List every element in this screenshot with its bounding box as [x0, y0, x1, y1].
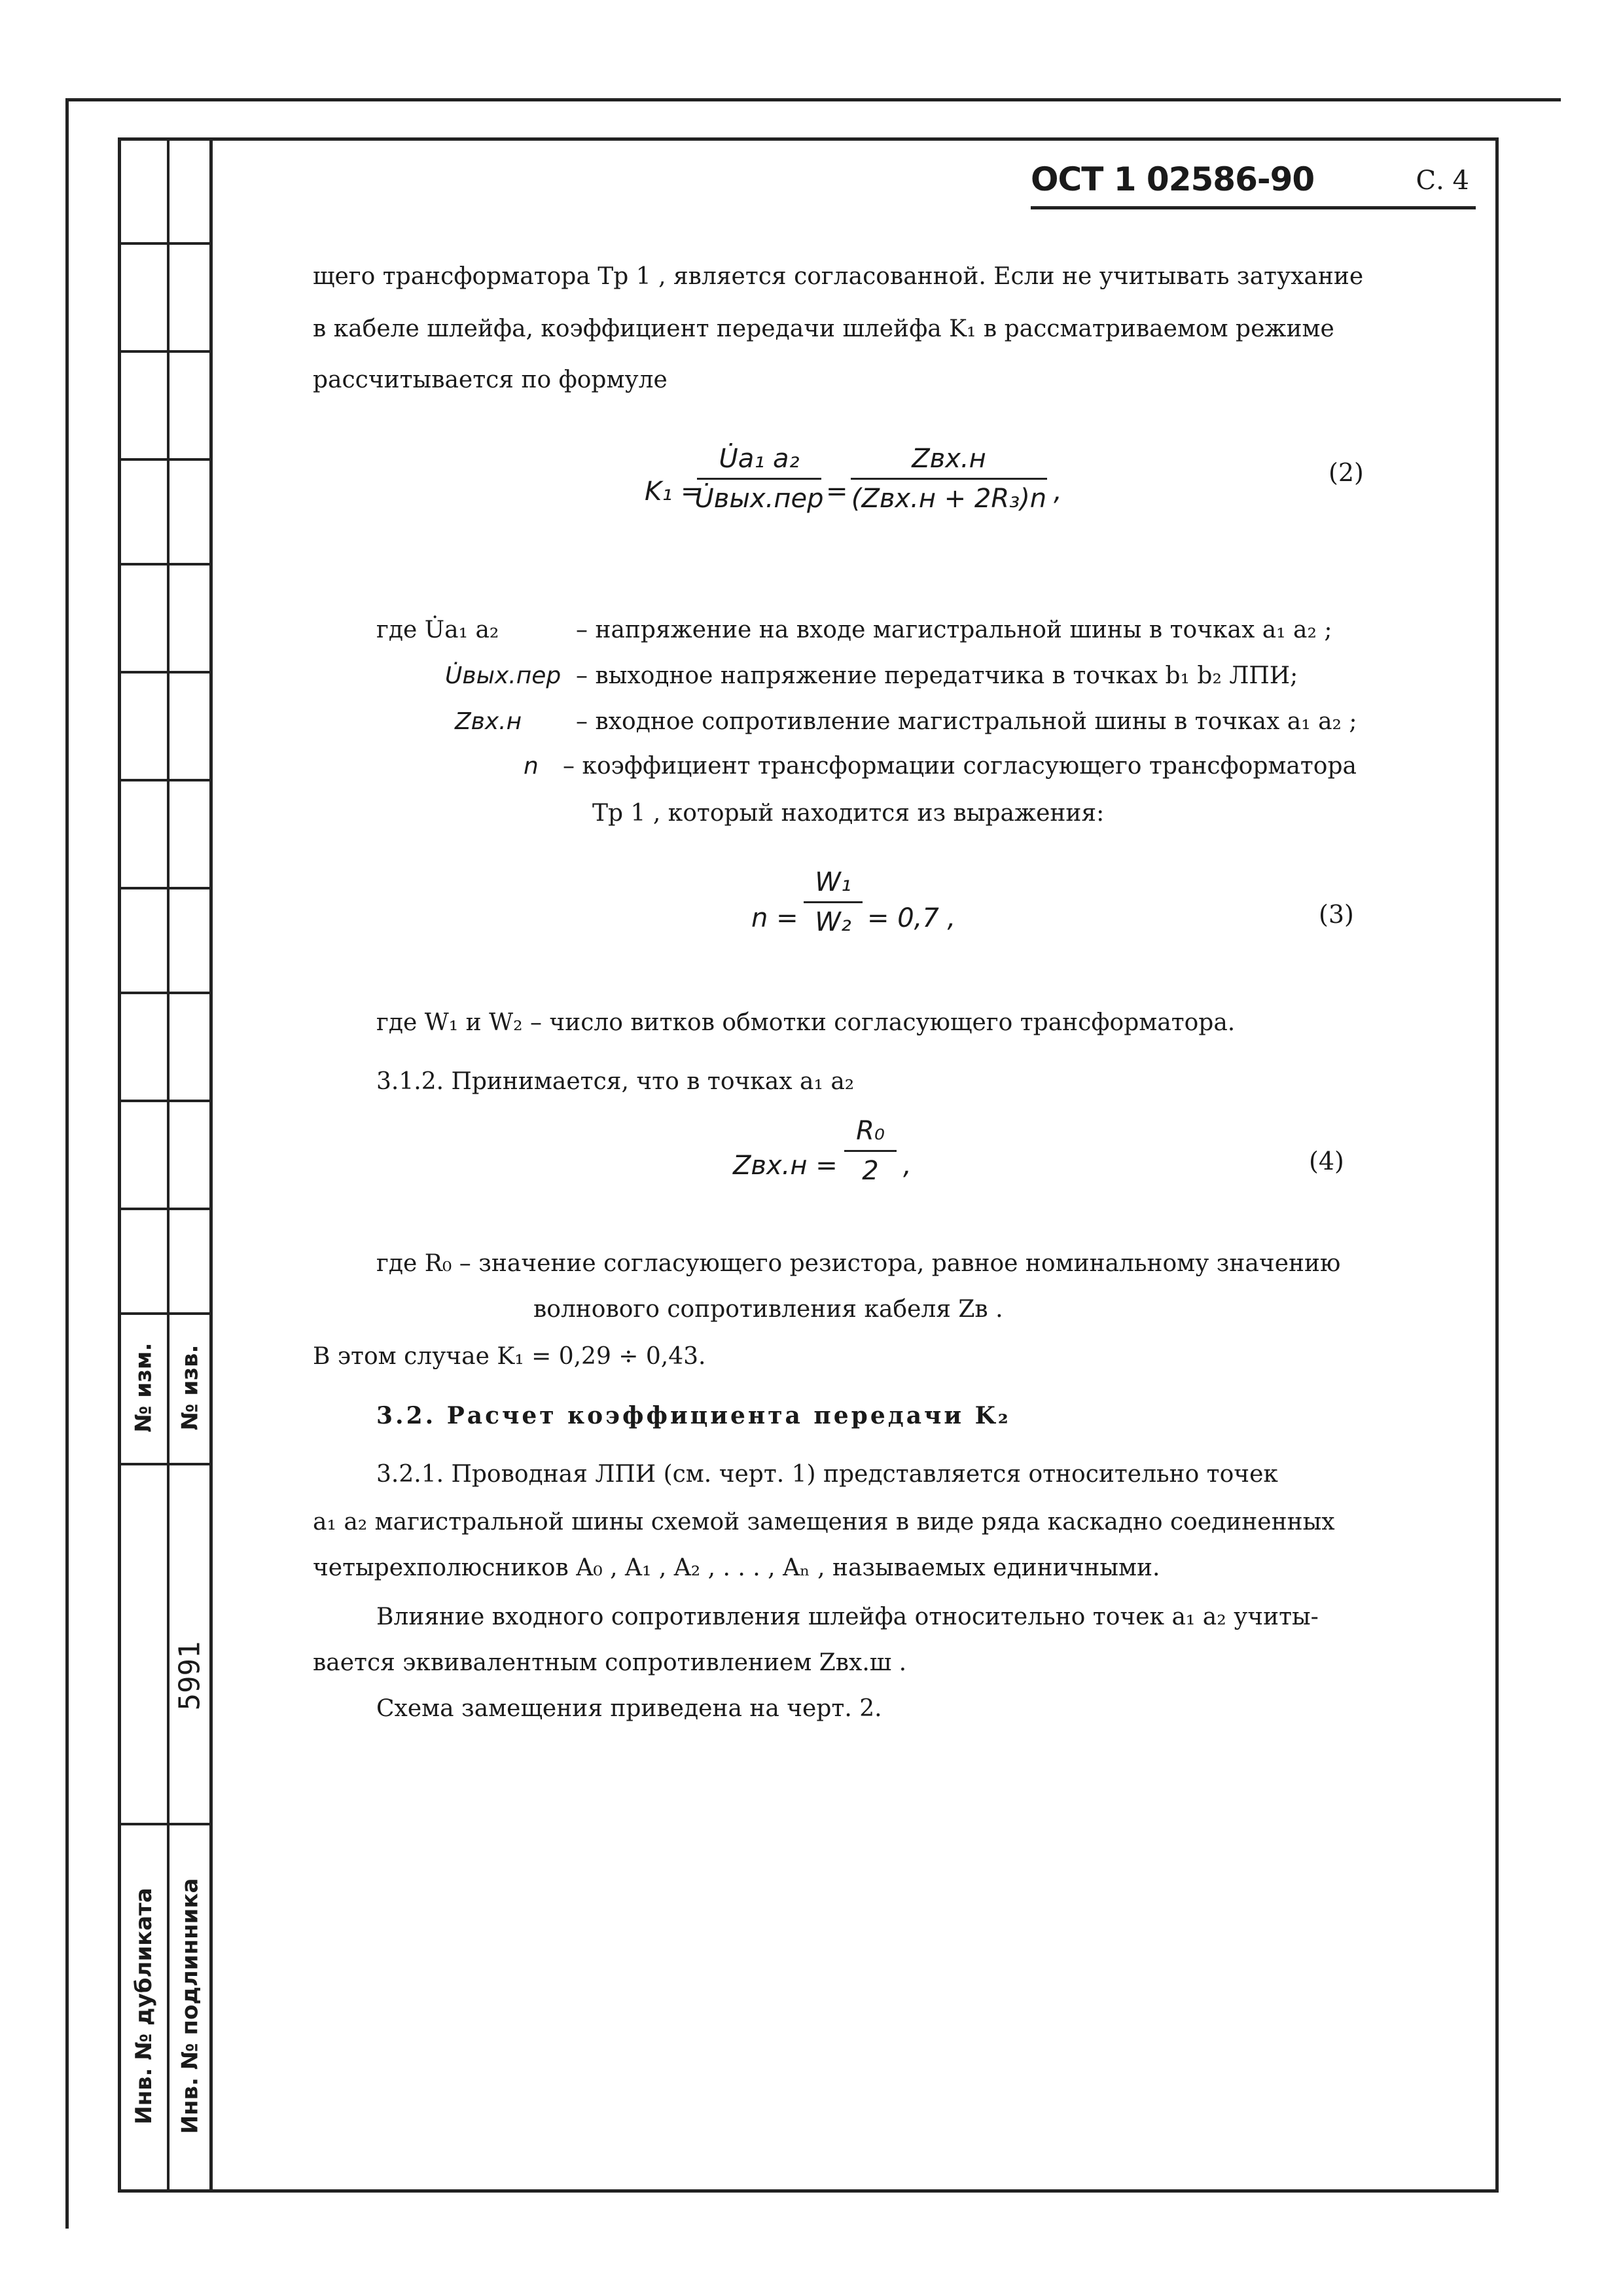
where-definition: – коэффициент трансформации согласующего трансформатора [563, 753, 1357, 780]
strip-grid-line [121, 779, 213, 781]
eq4-fraction [844, 1116, 897, 1186]
inventory-number: 5991 [173, 1641, 207, 1710]
eq2-denominator-1: U̇вых.пер [694, 484, 824, 514]
document-id: ОСТ 1 02586-90 [1031, 160, 1315, 198]
text-line: рассчитывается по формуле [313, 367, 668, 393]
page-number: С. 4 [1416, 166, 1469, 196]
eq2-label: (2) [1329, 458, 1364, 487]
rev-no-label: № изм. [131, 1342, 157, 1433]
eq2-denominator-2: (Zвх.н + 2R₃)n [851, 484, 1047, 514]
eq3-rhs: = 0,7 , [867, 903, 956, 933]
where-symbol: где U̇a₁ a₂ [376, 617, 499, 643]
text-line: где W₁ и W₂ – число витков обмотки согласующего трансформатора. [376, 1009, 1236, 1036]
strip-grid-line [121, 887, 213, 889]
strip-grid-line [121, 458, 213, 461]
fraction-bar [804, 901, 863, 903]
fraction-bar [697, 478, 821, 480]
eq4-numerator: R₀ [856, 1116, 885, 1146]
eq2-numerator-1: U̇a₁ a₂ [719, 444, 800, 474]
where-definition: – входное сопротивление магистральной шины в точках a₁ a₂ ; [576, 708, 1357, 735]
where-continuation: Тр 1 , который находится из выражения: [592, 800, 1105, 827]
text-line: В этом случае K₁ = 0,29 ÷ 0,43. [313, 1343, 706, 1370]
where-symbol: Zвх.н [455, 708, 522, 735]
eq3-numerator: W₁ [815, 867, 851, 897]
strip-grid-line [121, 563, 213, 565]
page-header [1031, 160, 1476, 209]
strip-grid-line [121, 242, 213, 245]
eq4-lhs: Zвх.н = [733, 1151, 838, 1181]
section-heading: 3.2. Расчет коэффициента передачи K₂ [376, 1402, 1011, 1429]
eq2-equals: = [826, 476, 848, 507]
text-line: a₁ a₂ магистральной шины схемой замещения в виде ряда каскадно соединенных [313, 1509, 1335, 1535]
text-line: четырехполюсников A₀ , A₁ , A₂ , . . . , Aₙ , называемых единичными. [313, 1554, 1160, 1581]
eq4-label: (4) [1309, 1147, 1344, 1175]
where-symbol: U̇вых.пер [445, 662, 562, 689]
eq2-fraction-1 [694, 444, 824, 514]
strip-grid-line [121, 992, 213, 994]
text-line: в кабеле шлейфа, коэффициент передачи шлейфа K₁ в рассматриваемом режиме [313, 315, 1334, 342]
strip-grid-line [121, 671, 213, 673]
eq2-comma: , [1054, 476, 1062, 507]
eq4-rhs: , [903, 1151, 912, 1181]
text-line: Схема замещения приведена на черт. 2. [376, 1695, 882, 1722]
strip-grid-line [121, 1208, 213, 1210]
duplicate-inv-label: Инв. № дубликата [131, 1888, 157, 2125]
text-line: где R₀ – значение согласующего резистора, равное номинальному значению [376, 1250, 1341, 1277]
text-line: вается эквивалентным сопротивлением Zвх.ш . [313, 1649, 907, 1676]
text-line: Влияние входного сопротивления шлейфа относительно точек a₁ a₂ учиты- [376, 1604, 1319, 1630]
where-definition: – напряжение на входе магистральной шины в точках a₁ a₂ ; [576, 617, 1332, 643]
original-inv-label: Инв. № подлинника [177, 1878, 204, 2134]
text-line: 3.1.2. Принимается, что в точках a₁ a₂ [376, 1068, 855, 1095]
where-definition: – выходное напряжение передатчика в точках b₁ b₂ ЛПИ; [576, 662, 1298, 689]
eq3-lhs: n = [751, 903, 798, 933]
strip-grid-line [121, 350, 213, 353]
where-symbol: n [524, 753, 539, 780]
fraction-bar [844, 1150, 897, 1152]
text-line: щего трансформатора Тр 1 , является согласованной. Если не учитывать затухание [313, 263, 1364, 290]
eq2-lhs: K₁ = [645, 476, 703, 507]
eq3-label: (3) [1319, 900, 1354, 929]
notice-no-label: № изв. [177, 1344, 204, 1431]
strip-grid-line [121, 1463, 213, 1465]
eq3-fraction [804, 867, 863, 937]
side-stamp-strip [118, 137, 213, 2193]
text-line: волнового сопротивления кабеля Zв . [533, 1296, 1003, 1323]
text-line: 3.2.1. Проводная ЛПИ (см. черт. 1) представляется относительно точек [376, 1461, 1278, 1488]
eq2-numerator-2: Zвх.н [912, 444, 986, 474]
eq2-fraction-2 [851, 444, 1047, 514]
eq4-denominator: 2 [862, 1156, 879, 1186]
fraction-bar [851, 478, 1047, 480]
eq3-denominator: W₂ [815, 907, 851, 937]
strip-grid-line [121, 1100, 213, 1102]
